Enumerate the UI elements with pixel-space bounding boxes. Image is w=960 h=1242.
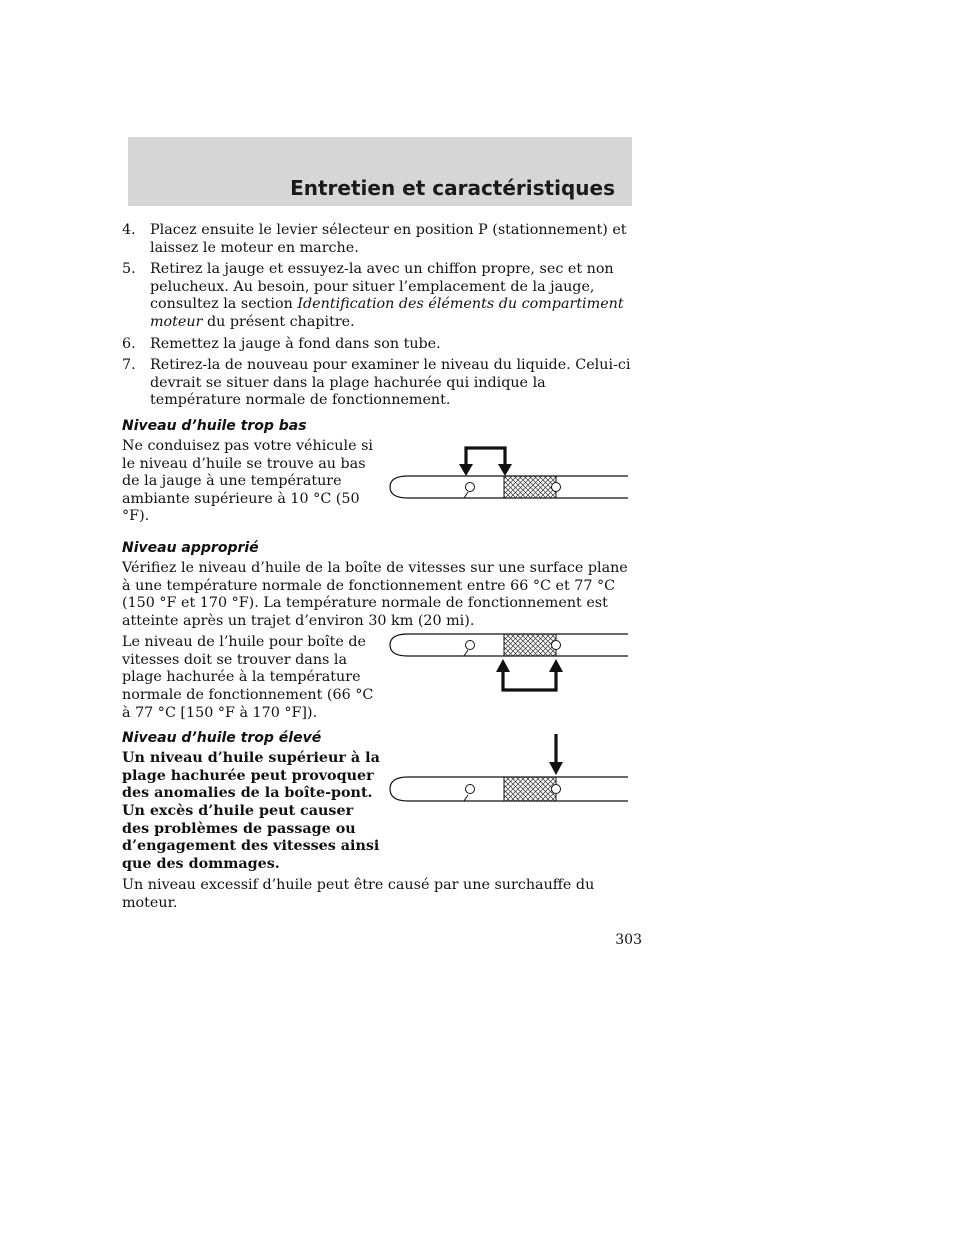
step-6 xyxy=(122,336,637,354)
section-header xyxy=(128,137,632,206)
correct-level-text: Vérifiez le niveau d’huile de la boîte de vitesses sur une surface plane à une température normale de fonctionnement entre 66 °C et 77 °C (150 °F et 170 °F). La température normale de fonctionnement est atteinte après un trajet d’environ 30 km (20 mi). xyxy=(122,559,628,629)
step-text: Retirez-la de nouveau pour examiner le niveau du liquide. Celui-ci devrait se situer dans la plage hachurée qui indique la température normale de fonctionnement. xyxy=(150,357,631,409)
step-7 xyxy=(122,357,637,410)
high-level-warning: Un niveau d’huile supérieur à la plage hachurée peut provoquer des anomalies de la boîte-pont. Un excès d’huile peut causer des problèmes de passage ou d’engagement des vitesses ainsi que des dommages. xyxy=(122,750,380,872)
step-number: 6. xyxy=(122,335,136,352)
step-5 xyxy=(122,261,637,331)
page-number: 303 xyxy=(615,932,642,948)
section-reference: Identification des éléments du compartiment moteur xyxy=(150,296,624,330)
high-level-text: Un niveau excessif d’huile peut être causé par une surchauffe du moteur. xyxy=(122,877,595,911)
step-number: 4. xyxy=(122,222,136,238)
step-text: Remettez la jauge à fond dans son tube. xyxy=(150,335,441,352)
step-number: 5. xyxy=(122,261,136,278)
step-text: Retirez la jauge et essuyez-la avec un chiffon propre, sec et non pelucheux. Au besoin, pour situer l’emplacement de la jauge, consultez la section xyxy=(150,261,614,313)
correct-level-range-text: Le niveau de l’huile pour boîte de vitesses doit se trouver dans la plage hachurée à la température normale de fonctionnement (66 °C à 77 °C [150 °F à 170 °F]). xyxy=(122,634,374,721)
step-number: 7. xyxy=(122,357,136,374)
heading-high-level: Niveau d’huile trop élevé xyxy=(122,730,322,747)
dipstick-low-level-figure xyxy=(388,440,633,510)
section-title: Entretien et caractéristiques xyxy=(290,176,615,200)
page-content xyxy=(122,222,637,917)
dipstick-correct-level-figure xyxy=(388,626,633,696)
step-4 xyxy=(122,222,637,257)
step-text: Placez ensuite le levier sélecteur en position P (stationnement) et laissez le moteur en marche. xyxy=(150,222,627,256)
heading-correct-level: Niveau approprié xyxy=(122,539,259,556)
dipstick-high-level-figure xyxy=(388,734,633,809)
heading-low-level: Niveau d’huile trop bas xyxy=(122,417,307,434)
step-text-after: du présent chapitre. xyxy=(206,313,355,330)
low-level-text: Ne conduisez pas votre véhicule si le niveau d’huile se trouve au bas de la jauge à une température ambiante supérieure à 10 °C (50 °F). xyxy=(122,437,373,525)
